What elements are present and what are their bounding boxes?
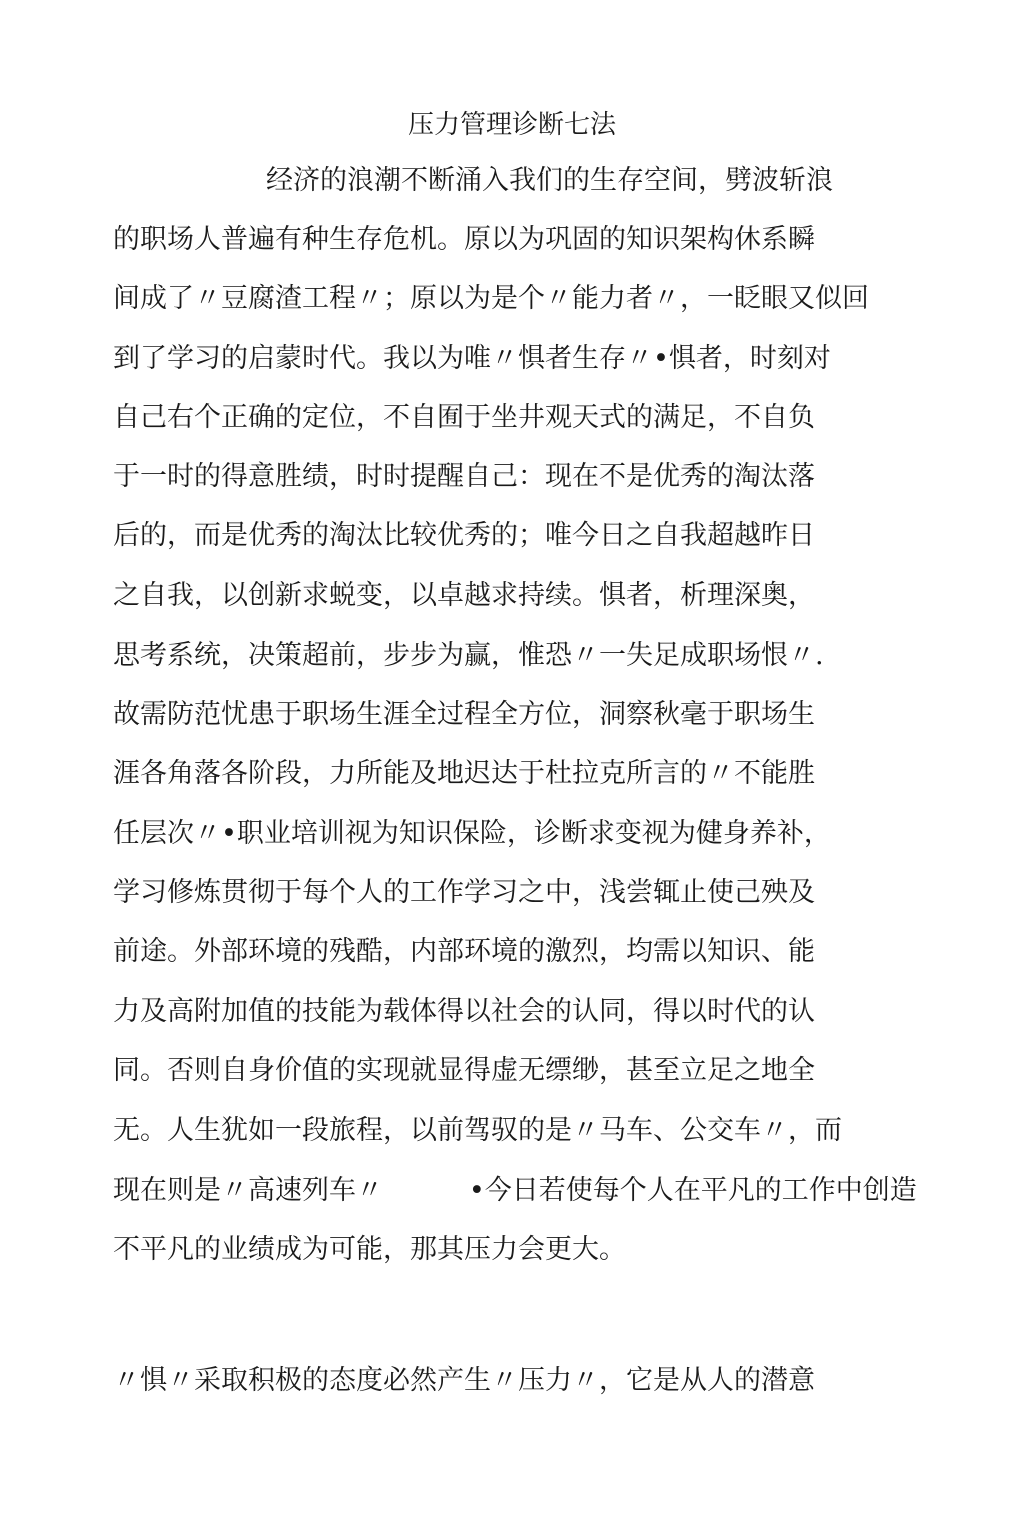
- paragraph-line: 现在则是〃高速列车〃 •今日若使每个人在平凡的工作中创造: [113, 1175, 917, 1206]
- paragraph-line: 任层次〃•职业培训视为知识保险，诊断求变视为健身养补，: [113, 818, 831, 849]
- paragraph-line: 〃惧〃采取积极的态度必然产生〃压力〃，它是从人的潜意: [113, 1365, 815, 1396]
- paragraph-line: 不平凡的业绩成为可能，那其压力会更大。: [113, 1234, 626, 1265]
- paragraph-line: 的职场人普遍有种生存危机。原以为巩固的知识架构休系瞬: [113, 224, 815, 255]
- paragraph-line: 前途。外部环境的残酷，内部环境的激烈，均需以知识、能: [113, 936, 815, 967]
- paragraph-line: 到了学习的启蒙时代。我以为唯〃惧者生存〃•惧者，时刻对: [113, 343, 831, 374]
- paragraph-line: 思考系统，决策超前，步步为赢，惟恐〃一失足成职场恨〃.: [113, 640, 824, 671]
- paragraph-line: 之自我，以创新求蜕变，以卓越求持续。惧者，析理深奥，: [113, 580, 815, 611]
- paragraph-line: 无。人生犹如一段旅程，以前驾驭的是〃马车、公交车〃，而: [113, 1115, 842, 1146]
- paragraph-line: 学习修炼贯彻于每个人的工作学习之中，浅尝辄止使己殃及: [113, 877, 815, 908]
- paragraph-line: 同。否则自身价值的实现就显得虚无缥缈，甚至立足之地全: [113, 1055, 815, 1086]
- paragraph-line: 自己右个正确的定位，不自囿于坐井观天式的满足，不自负: [113, 402, 815, 433]
- paragraph-line: 后的，而是优秀的淘汰比较优秀的；唯今日之自我超越昨日: [113, 520, 815, 551]
- document-title: 压力管理诊断七法: [407, 110, 616, 140]
- paragraph-line: 力及高附加值的技能为载体得以社会的认同，得以时代的认: [113, 996, 815, 1027]
- paragraph-line: 故需防范忧患于职场生涯全过程全方位，洞察秋毫于职场生: [113, 699, 815, 730]
- paragraph-line: 涯各角落各阶段，力所能及地迟达于杜拉克所言的〃不能胜: [113, 758, 815, 789]
- paragraph-line: 于一时的得意胜绩，时时提醒自己：现在不是优秀的淘汰落: [113, 461, 815, 492]
- paragraph-line: 间成了〃豆腐渣工程〃；原以为是个〃能力者〃，一眨眼又似回: [113, 283, 869, 314]
- paragraph-line: 经济的浪潮不断涌入我们的生存空间，劈波斩浪: [266, 165, 833, 196]
